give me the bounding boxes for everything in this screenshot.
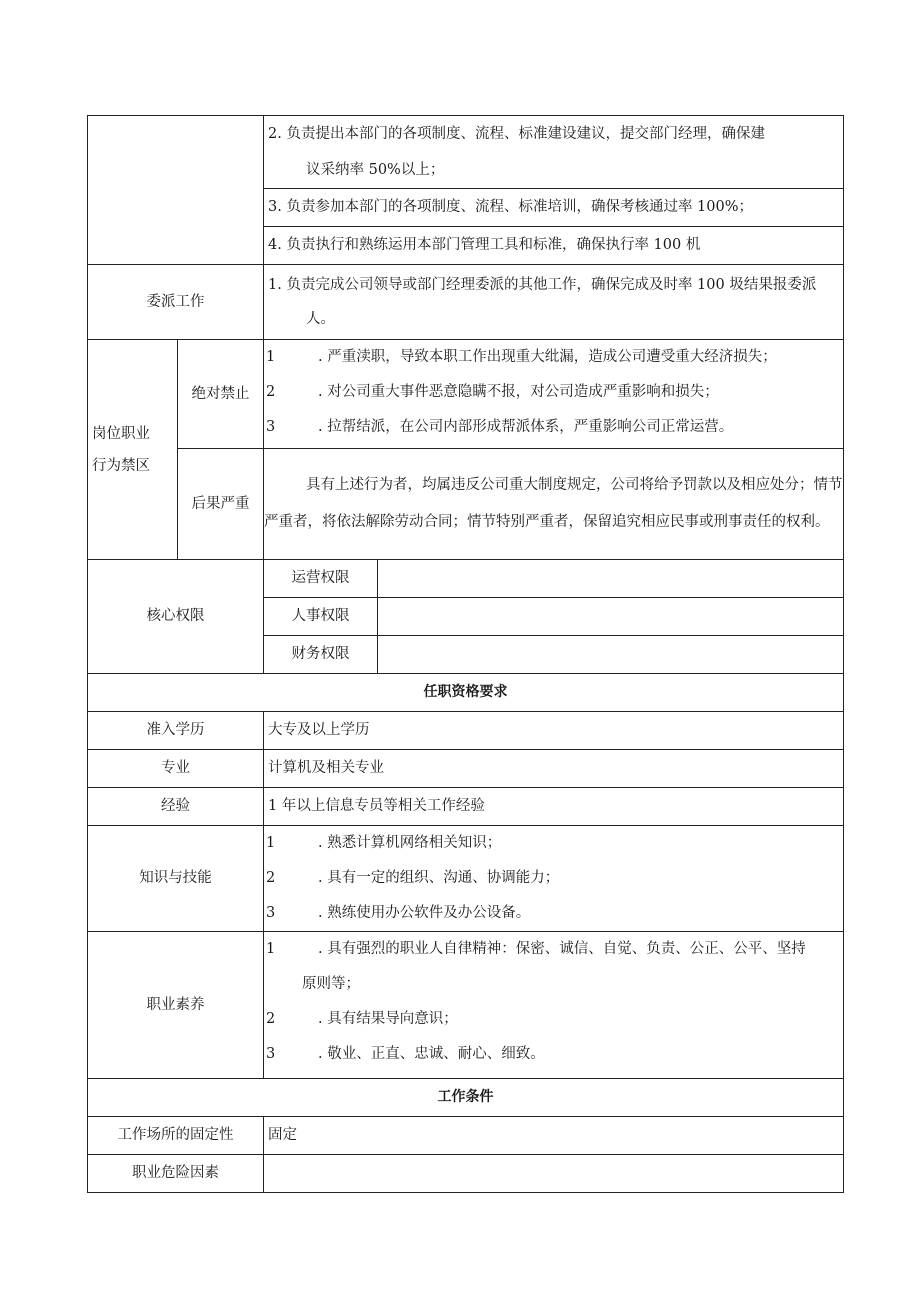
skills-label: 知识与技能 [88, 826, 264, 932]
quality-row [88, 932, 844, 1079]
duty-3: 3. 负责参加本部门的各项制度、流程、标准培训，确保考核通过率 100%； [264, 189, 844, 227]
duty-4: 4. 负责执行和熟练运用本部门管理工具和标准，确保执行率 100 机 [264, 227, 844, 265]
quality-item: 3 . 敬业、正直、忠诚、耐心、细致。 [266, 1046, 545, 1062]
experience-label: 经验 [88, 788, 264, 826]
prohibited-consequence-row [88, 449, 844, 560]
experience-value: 1 年以上信息专员等相关工作经验 [264, 788, 844, 826]
conditions-header: 工作条件 [88, 1079, 844, 1117]
skills-item: 2 . 具有一定的组织、沟通、协调能力； [266, 870, 560, 886]
place-label: 工作场所的固定性 [88, 1117, 264, 1155]
core-item-operations: 运营权限 [264, 560, 378, 598]
major-row [88, 750, 844, 788]
conditions-header-row [88, 1079, 844, 1117]
core-label: 核心权限 [88, 560, 264, 674]
delegated-line1: 1. 负责完成公司领导或部门经理委派的其他工作，确保完成及时率 100 圾结果报委派 [268, 277, 817, 293]
core-row-1 [88, 560, 844, 598]
prohibited-label-line1: 岗位职业 [92, 425, 150, 442]
core-value-operations [378, 560, 844, 598]
quality-item-cont: 原则等； [302, 976, 360, 992]
education-row [88, 712, 844, 750]
job-description-table [87, 115, 844, 1193]
quality-item: 2 . 具有结果导向意识； [266, 1011, 458, 1027]
core-value-personnel [378, 598, 844, 636]
consequence-text: 具有上述行为者，均属违反公司重大制度规定，公司将给予罚款以及相应处分；情节严重者，将依法解除劳动合同；情节特别严重者，保留追究相应民事或刑事责任的权利。 [264, 449, 844, 560]
prohibited-absolute-row [88, 340, 844, 449]
consequence-label: 后果严重 [178, 449, 264, 560]
core-item-finance: 财务权限 [264, 636, 378, 674]
delegated-line2: 人。 [306, 311, 335, 327]
place-row [88, 1117, 844, 1155]
core-item-personnel: 人事权限 [264, 598, 378, 636]
skills-item: 3 . 熟练使用办公软件及办公设备。 [266, 905, 531, 921]
prohibited-label-line2: 行为禁区 [92, 457, 150, 474]
qualification-header-row [88, 674, 844, 712]
qualification-header: 任职资格要求 [88, 674, 844, 712]
risk-label: 职业危险因素 [88, 1155, 264, 1193]
skills-items [264, 826, 844, 932]
absolute-items [264, 340, 844, 449]
delegated-label: 委派工作 [88, 265, 264, 340]
absolute-label: 绝对禁止 [178, 340, 264, 449]
risk-value [264, 1155, 844, 1193]
quality-items [264, 932, 844, 1079]
skills-row [88, 826, 844, 932]
delegated-row [88, 265, 844, 340]
experience-row [88, 788, 844, 826]
education-value: 大专及以上学历 [264, 712, 844, 750]
absolute-item: 1 . 严重渎职，导致本职工作出现重大纰漏，造成公司遭受重大经济损失； [266, 349, 777, 365]
duty-label-cell [88, 116, 264, 265]
major-label: 专业 [88, 750, 264, 788]
quality-item: 1 . 具有强烈的职业人自律精神：保密、诚信、自觉、负责、公正、公平、坚持 [266, 941, 806, 957]
duty-row-2 [88, 116, 844, 189]
duty-2-line2: 议采纳率 50%以上； [306, 162, 445, 178]
risk-row [88, 1155, 844, 1193]
core-value-finance [378, 636, 844, 674]
place-value: 固定 [264, 1117, 844, 1155]
prohibited-label-cell [88, 340, 178, 560]
skills-item: 1 . 熟悉计算机网络相关知识； [266, 835, 502, 851]
absolute-item: 2 . 对公司重大事件恶意隐瞒不报，对公司造成严重影响和损失； [266, 384, 719, 400]
quality-label: 职业素养 [88, 932, 264, 1079]
major-value: 计算机及相关专业 [264, 750, 844, 788]
absolute-item: 3 . 拉帮结派，在公司内部形成帮派体系，严重影响公司正常运营。 [266, 419, 734, 435]
education-label: 准入学历 [88, 712, 264, 750]
duty-2-line1: 2. 负责提出本部门的各项制度、流程、标准建设建议，提交部门经理，确保建 [268, 126, 765, 142]
